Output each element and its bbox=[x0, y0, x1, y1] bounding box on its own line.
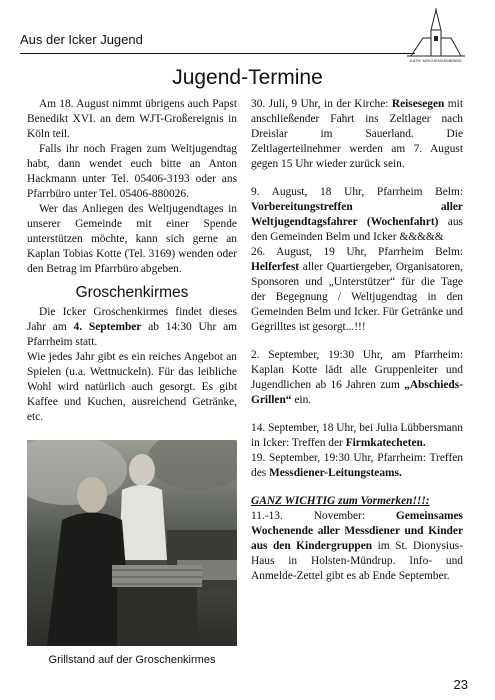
event-entry: 14. September, 18 Uhr, bei Julia Lübbersmann in Icker: Treffen der Firmkatecheten. bbox=[251, 422, 463, 449]
paragraph: Die Icker Groschenkirmes findet dieses Jahr am 4. September ab 14:30 Uhr am Pfarrheim statt. bbox=[27, 306, 237, 348]
header-rule bbox=[20, 53, 415, 54]
event-entry: 30. Juli, 9 Uhr, in der Kirche: Reisesegen mit anschließender Fahrt ins Zeltlager nach Dreislar im Sauerland. Die Zeltlagerteilnehmer werden am 7. August gegen 15 Uhr wieder zurück sein. bbox=[251, 98, 463, 170]
event-entry: 19. September, 19:30 Uhr, Pfarrheim: Treffen des Messdiener-Leitungsteams. bbox=[251, 452, 463, 479]
event-entry: 26. August, 19 Uhr, Pfarrheim Belm: Helferfest aller Quartiergeber, Organisatoren, Sponsoren und „Unterstützer“ für die Tage der Begegnung / Weltjugendtag in den Gemeinden Belm und Icker. Für Getränke und Gegrilltes ist gesorgt...!!! bbox=[251, 246, 463, 333]
right-column bbox=[251, 97, 463, 584]
left-column bbox=[27, 97, 237, 425]
paragraph: Falls ihr noch Fragen zum Weltjugendtag habt, dann wendet euch bitte an Anton Hackmann unter Tel. 05406-3193 oder ans Pfarrbüro unter Tel. 05406-880026. bbox=[27, 143, 237, 200]
paragraph: Am 18. August nimmt übrigens auch Papst Benedikt XVI. an dem WJT-Großereignis in Köln teil. bbox=[27, 98, 237, 140]
grill-photo bbox=[27, 440, 237, 646]
section-header: Aus der Icker Jugend bbox=[20, 32, 143, 47]
paragraph: Wie jedes Jahr gibt es ein reiches Angebot an Spielen (u.a. Wettnuckeln). Für das leibliche Wohl wird natürlich auch gesorgt. Es gibt Kaffee und Kuchen, ausreichend Getränke, etc. bbox=[27, 351, 237, 423]
photo-caption: Grillstand auf der Groschenkirmes bbox=[48, 654, 216, 666]
event-entry: 2. September, 19:30 Uhr, am Pfarrheim: Kaplan Kotte lädt alle Gruppenleiter und Jugendlichen ab 16 Jahren zum „Abschieds-Grillen“ ein. bbox=[251, 349, 463, 406]
event-entry: 11.-13. November: Gemeinsames Wochenende aller Messdiener und Kinder aus den Kindergruppen im St. Dionysius-Haus in Holsten-Mündrup. Info- und Anmelde-Zettel gibt es ab Ende September. bbox=[251, 510, 463, 582]
page-title: Jugend-Termine bbox=[172, 66, 323, 89]
paragraph: Wer das Anliegen des Weltjugendtages in unserer Gemeinde mit einer Spende unterstützen möchte, kann sich gerne an Kaplan Tobias Kotte (Tel. 3169) wenden oder den Betrag im Pfarrbüro abgeben. bbox=[27, 203, 237, 275]
svg-text:KATH. KIRCHENGEMEINDE: KATH. KIRCHENGEMEINDE bbox=[410, 58, 462, 63]
event-entry: 9. August, 18 Uhr, Pfarrheim Belm: Vorbereitungstreffen aller Weltjugendtagsfahrer (Wochenfahrt) aus den Gemeinden Belm und Icker &&&&& bbox=[251, 186, 463, 243]
church-logo bbox=[403, 8, 469, 66]
page-number: 23 bbox=[453, 677, 468, 692]
section-heading: Groschenkirmes bbox=[75, 284, 189, 301]
important-notice: GANZ WICHTIG zum Vormerken!!!: bbox=[251, 495, 430, 507]
